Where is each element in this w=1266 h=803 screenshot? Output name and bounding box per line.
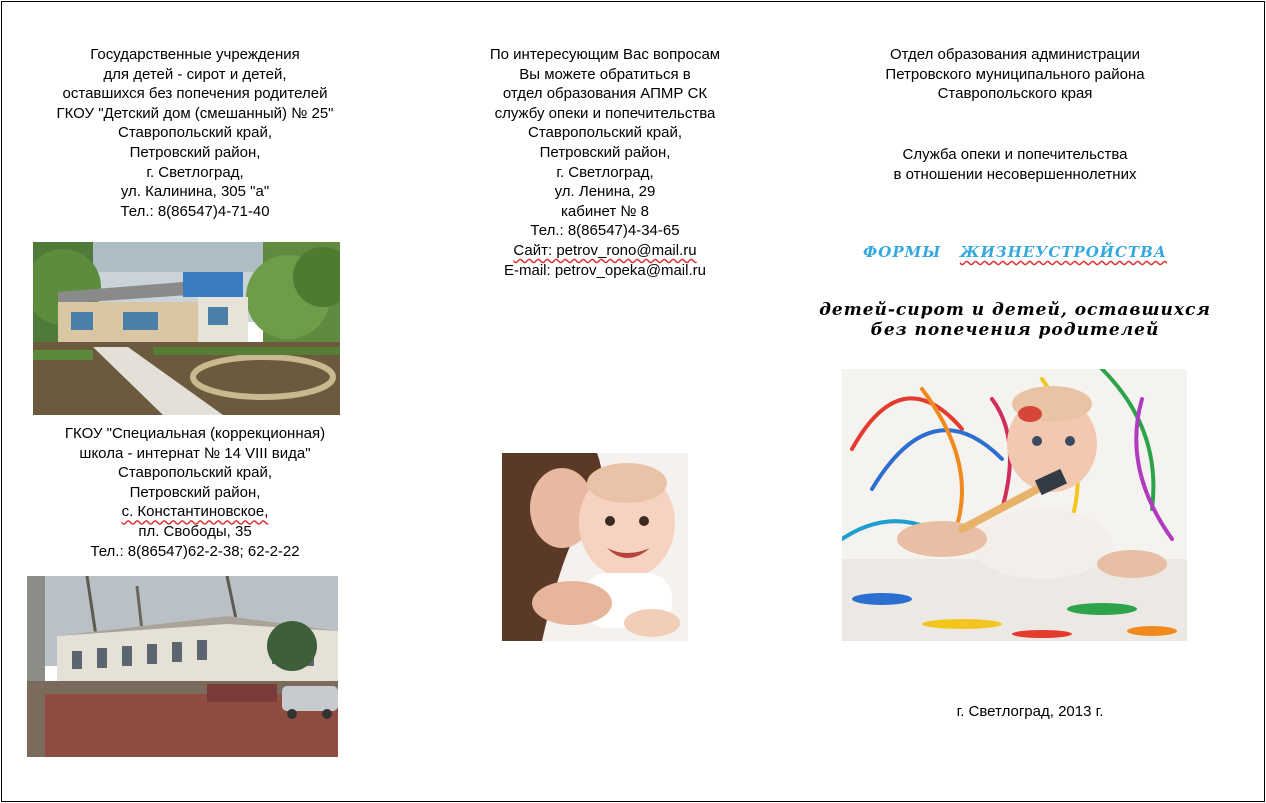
line: Служба опеки и попечительства — [902, 146, 1128, 163]
line: Ставропольский край, — [117, 464, 272, 482]
line: в отношении несовершеннолетних — [893, 165, 1137, 183]
line: отдел образования АПМР СК — [502, 85, 708, 103]
contact-text — [430, 45, 780, 280]
email-line[interactable]: E-mail: petrov_opeka@mail.ru — [504, 261, 706, 279]
line: без попечения родителей — [870, 320, 1160, 340]
line: службу опеки и попечительства — [494, 104, 716, 122]
line: ул. Ленина, 29 — [554, 183, 656, 201]
line: Отдел образования администрации — [889, 46, 1140, 63]
line: Тел.: 8(86547)62-2-38; 62-2-22 — [90, 542, 300, 560]
line: По интересующим Вас вопросам — [489, 46, 721, 63]
line: ГКОУ "Детский дом (смешанный) № 25" — [56, 104, 334, 122]
line: оставшихся без попечения родителей — [62, 85, 328, 103]
orphanage-building-photo — [33, 242, 340, 415]
line: ГКОУ "Специальная (коррекционная) — [64, 425, 326, 442]
line: детей-сирот и детей, оставшихся — [819, 300, 1211, 320]
website-line[interactable]: Сайт: petrov_rono@mail.ru — [513, 241, 697, 259]
institution1-text — [20, 45, 370, 221]
line: школа - интернат № 14 VIII вида" — [79, 444, 311, 462]
line: Ставропольский край, — [117, 124, 272, 142]
line: Петровского муниципального района — [885, 65, 1145, 83]
line: г. Светлоград, — [146, 163, 244, 181]
line: Вы можете обратиться в — [519, 65, 691, 83]
forms-title-a: ФОРМЫ — [863, 243, 942, 261]
baby-paint-photo — [842, 369, 1187, 641]
forms-title — [835, 243, 1195, 261]
school-building-photo — [27, 576, 338, 757]
line: пл. Свободы, 35 — [138, 522, 252, 540]
line: Государственные учреждения — [90, 46, 300, 63]
line: кабинет № 8 — [561, 202, 649, 220]
mother-baby-photo — [502, 453, 688, 641]
line: Тел.: 8(86547)4-71-40 — [120, 202, 270, 220]
line: с. Константиновское, — [121, 503, 269, 521]
line: Петровский район, — [539, 143, 671, 161]
institution2-text — [20, 424, 370, 561]
line: г. Светлоград, — [556, 163, 654, 181]
department-header — [840, 45, 1190, 104]
line: Ставропольский край, — [527, 124, 682, 142]
line: для детей - сирот и детей, — [103, 65, 287, 83]
forms-title-b: ЖИЗНЕУСТРОЙСТВА — [959, 243, 1167, 261]
line: Тел.: 8(86547)4-34-65 — [530, 222, 680, 240]
line: Петровский район, — [129, 483, 261, 501]
line: Петровский район, — [129, 143, 261, 161]
line: ул. Калинина, 305 "а" — [120, 183, 270, 201]
footer-place-year: г. Светлоград, 2013 г. — [956, 703, 1104, 720]
line: Ставропольского края — [937, 85, 1093, 103]
service-text — [840, 145, 1190, 184]
subtitle — [815, 300, 1215, 340]
